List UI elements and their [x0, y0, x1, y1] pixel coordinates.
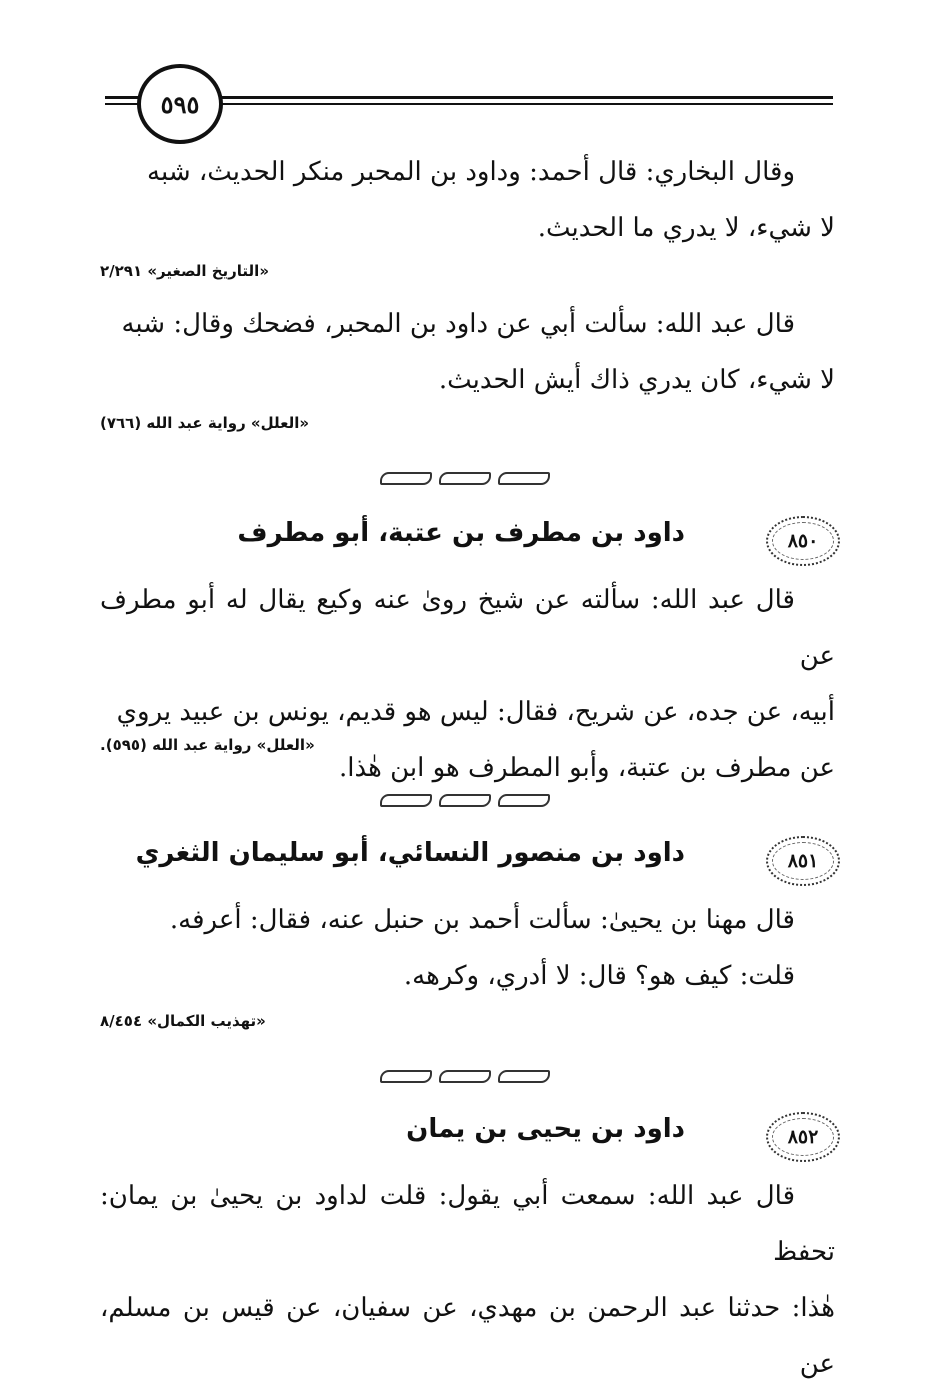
entry-heading [100, 834, 840, 890]
text-line: وقال البخاري: قال أحمد: وداود بن المحبر منكر الحديث، شبه [147, 157, 795, 187]
citation: «التاريخ الصغير» ٢/٢٩١ [100, 262, 270, 280]
text-line: قال عبد الله: سمعت أبي يقول: قلت لداود بن يحيىٰ بن يمان: تحفظ [100, 1181, 835, 1267]
entry-heading [100, 1110, 840, 1166]
entry-heading [100, 514, 840, 570]
entry-number-badge: ٨٥٠ [766, 516, 840, 566]
page-number: ٥٩٥ [137, 64, 223, 144]
divider-ornament [380, 470, 550, 486]
entry-number-badge: ٨٥٢ [766, 1112, 840, 1162]
paragraph-bukhari [100, 144, 835, 256]
citation: «تهذيب الكمال» ٨/٤٥٤ [100, 1012, 266, 1030]
text-line: هٰذا: حدثنا عبد الرحمن بن مهدي، عن سفيان، عن قيس بن مسلم، عن [100, 1293, 835, 1379]
text-line: عن مطرف بن عتبة، وأبو المطرف هو ابن هٰذا. [338, 753, 835, 783]
text-line: قال مهنا بن يحيىٰ: سألت أحمد بن حنبل عنه، فقال: أعرفه. [169, 905, 795, 935]
citation: «العلل» رواية عبد الله (٧٦٦) [100, 414, 310, 432]
text-line: لا شيء، كان يدري ذاك أيش الحديث. [438, 365, 835, 395]
entry-body [100, 1168, 835, 1392]
paragraph-abdullah [100, 296, 835, 408]
text-line: أبيه، عن جده، عن شريح، فقال: ليس هو قديم، يونس بن عبيد يروي [116, 697, 835, 727]
entry-body [100, 572, 835, 796]
entry-title: داود بن يحيى بن يمان [406, 1114, 685, 1144]
text-line: قلت: كيف هو؟ قال: لا أدري، وكرهه. [403, 961, 795, 991]
text-line: قال عبد الله: سألته عن شيخ روىٰ عنه وكيع يقال له أبو مطرف عن [100, 585, 835, 671]
text-line: لا شيء، لا يدري ما الحديث. [537, 213, 835, 243]
entry-number-badge: ٨٥١ [766, 836, 840, 886]
divider-ornament [380, 792, 550, 808]
text-line: قال عبد الله: سألت أبي عن داود بن المحبر، فضحك وقال: شبه [121, 309, 795, 339]
divider-ornament [380, 1068, 550, 1084]
entry-body [100, 892, 835, 1004]
entry-title: داود بن منصور النسائي، أبو سليمان الثغري [135, 838, 685, 868]
entry-title: داود بن مطرف بن عتبة، أبو مطرف [237, 518, 685, 548]
citation: «العلل» رواية عبد الله (٥٩٥). [100, 736, 315, 754]
